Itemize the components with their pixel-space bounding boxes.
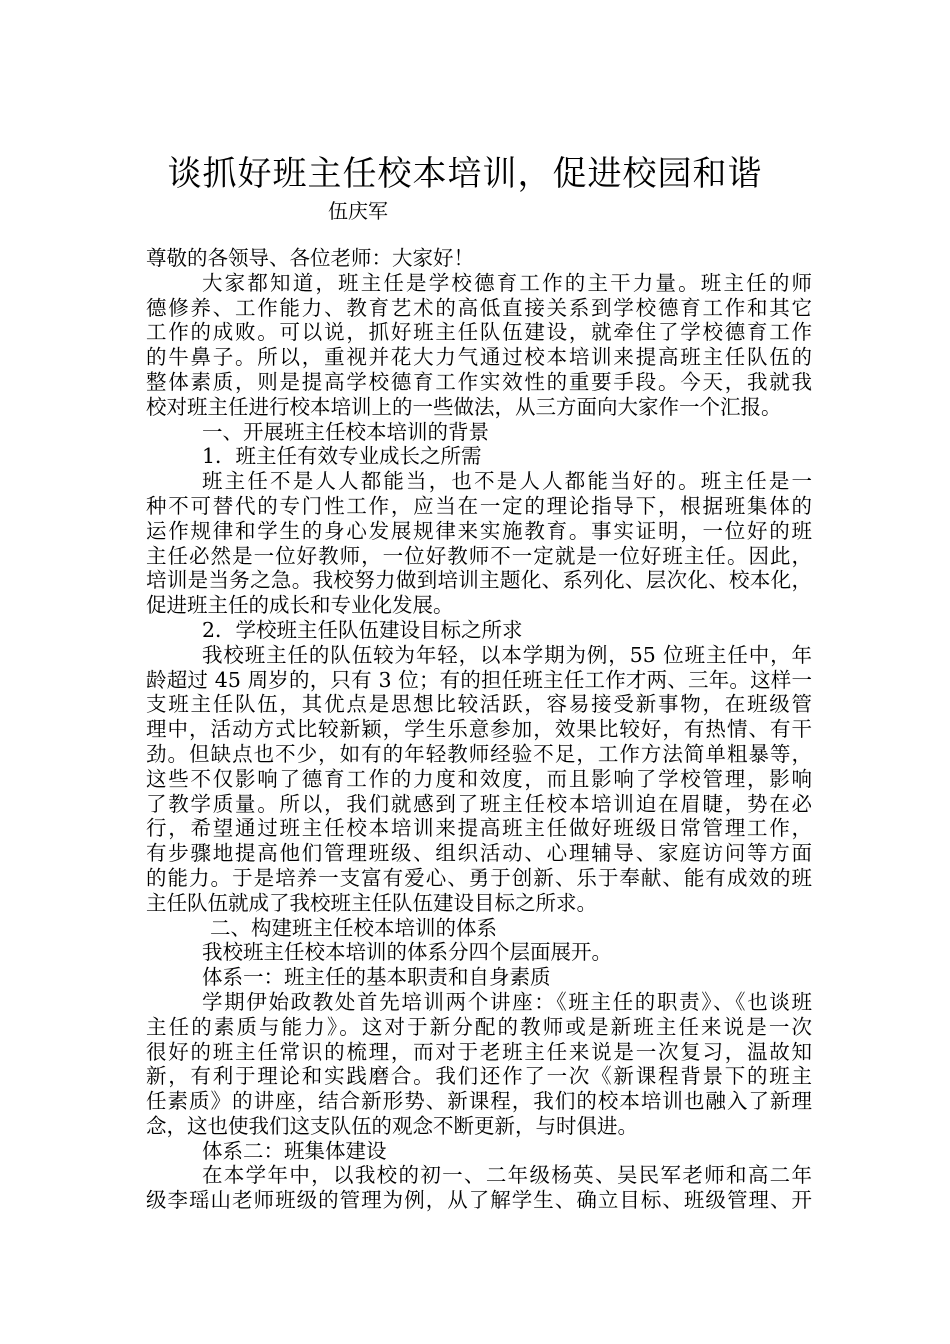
body-text-line: 的能力。于是培养一支富有爱心、勇于创新、乐于奉献、能有成效的班 — [146, 865, 812, 890]
body-text-line: 尊敬的各领导、各位老师：大家好！ — [146, 246, 474, 270]
body-text-line: 支班主任队伍，其优点是思想比较活跃，容易接受新事物，在班级管 — [146, 692, 812, 717]
body-text-line: 2．学校班主任队伍建设目标之所求 — [202, 617, 523, 642]
body-text-line: 主任队伍就成了我校班主任队伍建设目标之所求。 — [146, 890, 597, 915]
body-text-line: 一、开展班主任校本培训的背景 — [202, 419, 489, 444]
document-body — [146, 246, 812, 1213]
body-text-line: 工作的成败。可以说，抓好班主任队伍建设，就牵住了学校德育工作 — [146, 320, 812, 345]
body-text-line: 劲。但缺点也不少，如有的年轻教师经验不足，工作方法简单粗暴等， — [146, 741, 812, 766]
body-text-line: 培训是当务之急。我校努力做到培训主题化、系列化、层次化、校本化， — [146, 568, 812, 593]
body-text-line: 行，希望通过班主任校本培训来提高班主任做好班级日常管理工作， — [146, 816, 812, 841]
body-text-line: 我校班主任校本培训的体系分四个层面展开。 — [202, 940, 612, 965]
body-text-line: 新，有利于理论和实践磨合。我们还作了一次《新课程背景下的班主 — [146, 1064, 812, 1089]
body-text-line: 体系一：班主任的基本职责和自身素质 — [202, 965, 551, 990]
body-text-line: 体系二：班集体建设 — [202, 1138, 387, 1163]
body-text-line: 念，这也使我们这支队伍的观念不断更新，与时俱进。 — [146, 1113, 638, 1138]
body-text-line: 德修养、工作能力、教育艺术的高低直接关系到学校德育工作和其它 — [146, 295, 812, 320]
document-author: 伍庆军 — [328, 199, 388, 223]
body-text-line: 在本学年中，以我校的初一、二年级杨英、吴民军老师和高二年 — [202, 1163, 812, 1188]
body-text-line: 种不可替代的专门性工作，应当在一定的理论指导下，根据班集体的 — [146, 493, 812, 518]
body-text-line: 这些不仅影响了德育工作的力度和效度，而且影响了学校管理，影响 — [146, 766, 812, 791]
body-text-line: 大家都知道，班主任是学校德育工作的主干力量。班主任的师 — [202, 270, 812, 295]
body-text-line: 有步骤地提高他们管理班级、组织活动、心理辅导、家庭访问等方面 — [146, 841, 812, 866]
body-text-line: 我校班主任的队伍较为年轻，以本学期为例，55 位班主任中，年 — [202, 642, 812, 667]
body-text-line: 整体素质，则是提高学校德育工作实效性的重要手段。今天，我就我 — [146, 369, 812, 394]
body-text-line: 很好的班主任常识的梳理，而对于老班主任来说是一次复习，温故知 — [146, 1039, 812, 1064]
body-text-line: 理中，活动方式比较新颖，学生乐意参加，效果比较好，有热情、有干 — [146, 717, 812, 742]
body-text-line: 班主任不是人人都能当，也不是人人都能当好的。班主任是一 — [202, 469, 812, 494]
body-text-line: 主任的素质与能力》。这对于新分配的教师或是新班主任来说是一次 — [146, 1014, 812, 1039]
body-text-line: 任素质》的讲座，结合新形势、新课程，我们的校本培训也融入了新理 — [146, 1089, 812, 1114]
document-title: 谈抓好班主任校本培训，促进校园和谐 — [167, 154, 763, 194]
body-text-line: 主任必然是一位好教师，一位好教师不一定就是一位好班主任。因此， — [146, 543, 812, 568]
body-text-line: 龄超过 45 周岁的，只有 3 位；有的担任班主任工作才两、三年。这样一 — [146, 667, 812, 692]
body-text-line: 促进班主任的成长和专业化发展。 — [146, 593, 454, 618]
body-text-line: 校对班主任进行校本培训上的一些做法，从三方面向大家作一个汇报。 — [146, 394, 782, 419]
body-text-line: 级李瑶山老师班级的管理为例，从了解学生、确立目标、班级管理、开 — [146, 1188, 812, 1213]
body-text-line: 了教学质量。所以，我们就感到了班主任校本培训迫在眉睫，势在必 — [146, 791, 812, 816]
body-text-line: 运作规律和学生的身心发展规律来实施教育。事实证明，一位好的班 — [146, 518, 812, 543]
body-text-line: 二、构建班主任校本培训的体系 — [210, 915, 497, 940]
body-text-line: 的牛鼻子。所以，重视并花大力气通过校本培训来提高班主任队伍的 — [146, 345, 812, 370]
body-text-line: 1．班主任有效专业成长之所需 — [202, 444, 482, 469]
body-text-line: 学期伊始政教处首先培训两个讲座：《班主任的职责》、《也谈班 — [202, 989, 812, 1014]
